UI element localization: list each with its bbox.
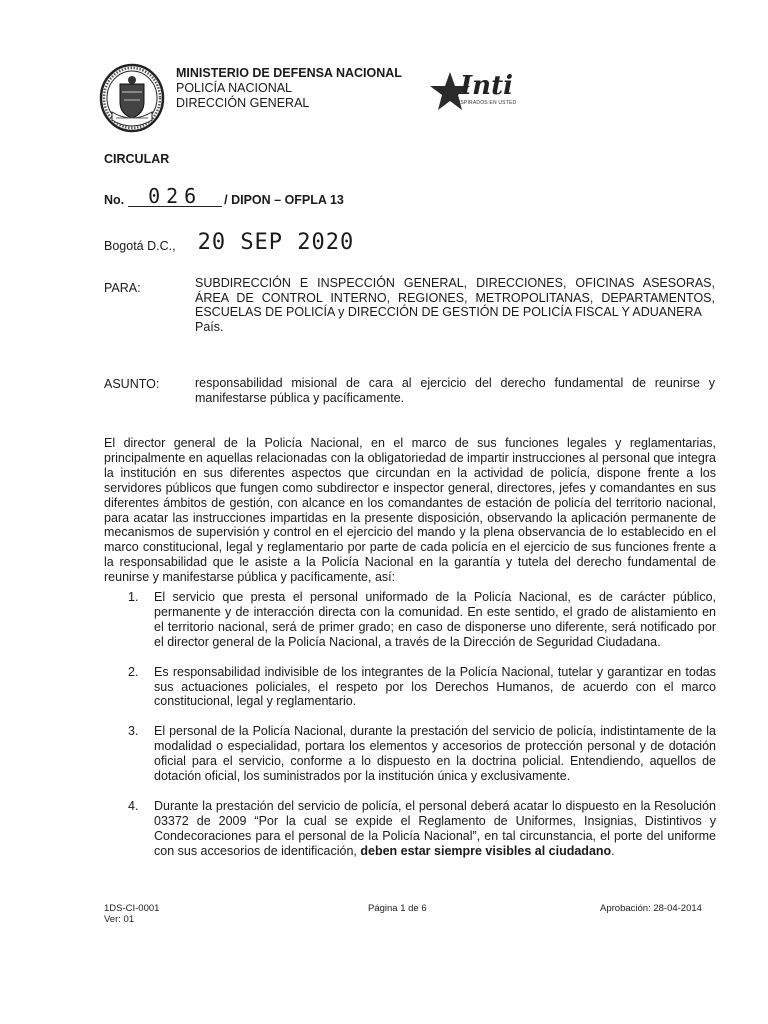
ministry-line-2: POLICÍA NACIONAL xyxy=(176,81,293,95)
document-number: 026 xyxy=(128,186,222,207)
list-item-number: 1. xyxy=(128,590,139,604)
para-text: SUBDIRECCIÓN E INSPECCIÓN GENERAL, DIRECCIONES, OFICINAS ASESORAS, ÁREA DE CONTROL INTERNO, REGIONES, METROPOLITANAS, DEPARTAMENTOS, ESCUELAS DE POLICÍA y DIRECCIÓN DE GESTIÓN DE POLICÍA FISCAL Y ADUANERA xyxy=(195,276,715,319)
instruction-list xyxy=(128,590,716,859)
para-place: País. xyxy=(195,319,224,334)
list-item-text-bold: deben estar siempre visibles al ciudadano xyxy=(360,843,612,858)
list-item xyxy=(128,590,716,650)
list-item-text-main: Durante la prestación del servicio de policía, el personal deberá acatar lo dispuesto en la Resolución 03372 de 2009 “Por la cual se expide el Reglamento de Uniformes, Insignias, Distintivos y Condecoraciones para el personal de la Policía Nacional”, en tal circunstancia, el porte del uniforme con sus accesorios de identificación, xyxy=(154,798,716,858)
document-type: CIRCULAR xyxy=(104,152,170,166)
list-item-text-tail: . xyxy=(611,843,615,858)
date-stamp: 20 SEP 2020 xyxy=(197,230,355,255)
list-item-text xyxy=(154,799,716,859)
list-item-number: 3. xyxy=(128,724,139,739)
list-item-number: 2. xyxy=(128,664,139,679)
document-number-row xyxy=(104,186,344,207)
ministry-header xyxy=(176,66,402,111)
list-item xyxy=(128,665,716,710)
footer-code: 1DS-CI-0001 xyxy=(104,903,160,914)
para-recipients xyxy=(195,276,715,334)
asunto-text: responsabilidad misional de cara al ejercicio del derecho fundamental de reunirse y manifestarse pública y pacíficamente. xyxy=(195,376,715,405)
asunto-label: ASUNTO: xyxy=(104,377,160,391)
police-seal-icon xyxy=(98,62,166,138)
number-label: No. xyxy=(104,193,125,207)
footer-approval: Aprobación: 28-04-2014 xyxy=(600,903,702,914)
logo-tagline: INSPIRADOS EN USTED xyxy=(455,100,517,106)
ministry-line-3: DIRECCIÓN GENERAL xyxy=(176,96,310,110)
footer-version: Ver: 01 xyxy=(104,914,135,925)
number-suffix: / DIPON – OFPLA 13 xyxy=(224,193,344,207)
date-row xyxy=(104,230,354,255)
list-item-text: El personal de la Policía Nacional, durante la prestación del servicio de policía, indistintamente de la modalidad o especialidad, portara los elementos y accesorios de protección personal y de dotación oficial para el servicio, conforme a lo dispuesto en la doctrina policial. Entendiendo, aquellos de dotación oficial, los suministrados por la institución única y exclusivamente. xyxy=(154,724,716,784)
list-item xyxy=(128,724,716,784)
body-paragraph: El director general de la Policía Nacional, en el marco de sus funciones legales y reglamentarias, principalmente en aquellas relacionadas con la obligatoriedad de impartir instrucciones al personal que integra la institución en sus diferentes aspectos que circundan en la actividad de policía, dispone frente a los servidores públicos que fungen como subdirector e inspector general, directores, jefes y comandantes en sus diferentes ámbitos de gestión, con alcance en los comandantes de estación de policía del territorio nacional, para acatar las instrucciones impartidas en la presente disposición, observando la aplicación permanente de mecanismos de supervisión y control en el ejercicio del mando y la plena observancia de lo establecido en el marco constitucional, legal y reglamentario por parte de cada policía en el ejercicio de sus funciones frente a la responsabilidad que le asiste a la Policía Nacional en la garantía y tutela del derecho fundamental de reunirse y manifestarse pública y pacíficamente, así: xyxy=(104,436,716,585)
list-item-text: El servicio que presta el personal uniformado de la Policía Nacional, es de carácter público, permanente y de interacción directa con la comunidad. En este sentido, el grado de alistamiento en el territorio nacional, será de primer grado; en caso de disponerse uno diferente, será notificado por el director general de la Policía Nacional, a través de la Dirección de Seguridad Ciudadana. xyxy=(154,590,716,649)
inti-logo-icon xyxy=(428,62,528,114)
date-city: Bogotá D.C., xyxy=(104,239,176,253)
logo-text: Inti xyxy=(460,71,513,101)
list-item-text: Es responsabilidad indivisible de los integrantes de la Policía Nacional, tutelar y garantizar en todas sus actuaciones policiales, el respeto por los Derechos Humanos, de acuerdo con el marco constitucional, legal y reglamentario. xyxy=(154,664,716,709)
list-item xyxy=(128,799,716,859)
footer-left xyxy=(104,903,159,925)
list-item-number: 4. xyxy=(128,798,139,813)
ministry-line-1: MINISTERIO DE DEFENSA NACIONAL xyxy=(176,66,402,80)
footer-page: Página 1 de 6 xyxy=(368,903,427,914)
para-label: PARA: xyxy=(104,281,141,295)
